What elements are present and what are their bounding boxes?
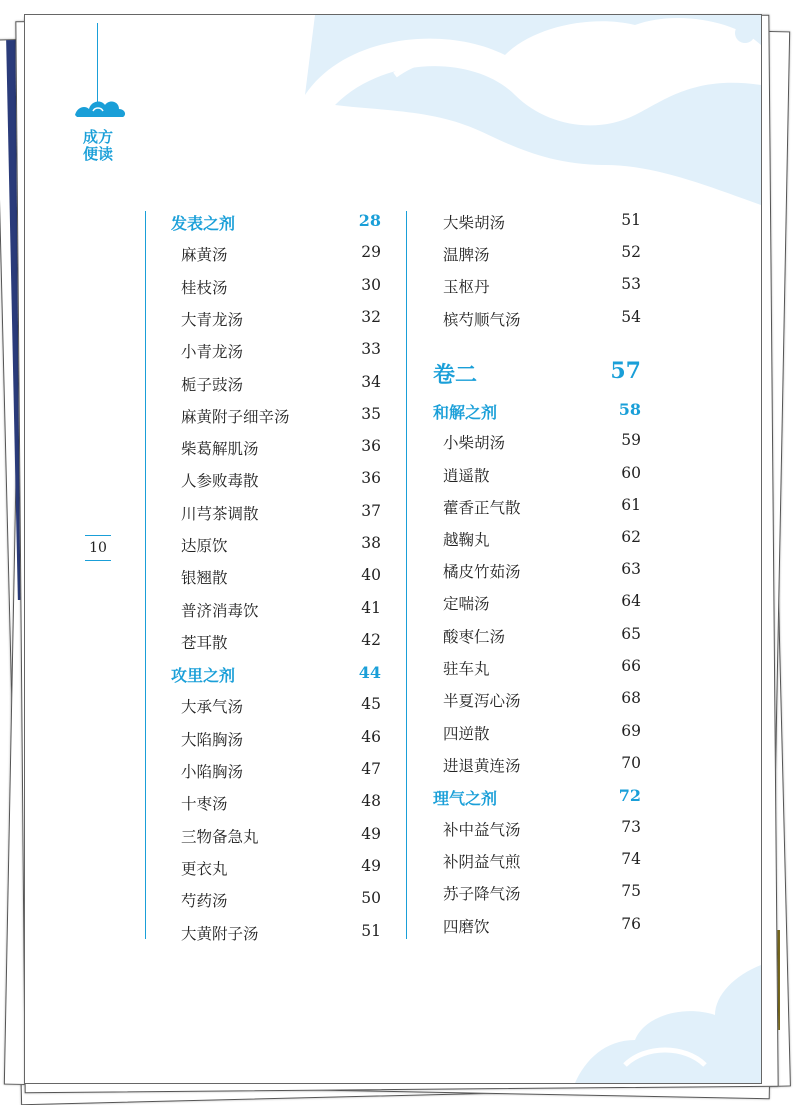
toc-title: 大承气汤: [181, 698, 244, 716]
toc-entry-row[interactable]: [433, 431, 641, 455]
toc-page-number: 28: [358, 211, 381, 230]
toc-title: 芍药汤: [181, 892, 228, 910]
toc-entry-row[interactable]: [171, 792, 381, 816]
toc-page-number: 34: [361, 373, 381, 391]
toc-entry-row[interactable]: [171, 405, 381, 429]
toc-entry-row[interactable]: [433, 625, 641, 649]
toc-page-number: 70: [621, 754, 641, 772]
toc-title: 越鞠丸: [443, 531, 490, 549]
toc-title: 普济消毒饮: [181, 602, 259, 620]
toc-page-number: 72: [618, 786, 641, 805]
toc-entry-row[interactable]: [433, 211, 641, 235]
toc-page-number: 62: [621, 528, 641, 546]
toc-entry-row[interactable]: [433, 243, 641, 267]
toc-title: 桂枝汤: [181, 279, 228, 297]
toc-page-number: 64: [621, 592, 641, 610]
toc-page-number: 53: [621, 275, 641, 293]
toc-entry-row[interactable]: [171, 469, 381, 493]
toc-entry-row[interactable]: [433, 528, 641, 552]
toc-page-number: 51: [621, 211, 641, 229]
toc-page-number: 58: [618, 400, 641, 419]
toc-title: 苏子降气汤: [443, 885, 521, 903]
toc-title: 酸枣仁汤: [443, 628, 506, 646]
toc-entry-row[interactable]: [433, 592, 641, 616]
toc-title: 攻里之剂: [171, 666, 236, 685]
toc-page-number: 41: [361, 599, 381, 617]
toc-entry-row[interactable]: [171, 276, 381, 300]
toc-entry-row[interactable]: [171, 502, 381, 526]
toc-page-number: 61: [621, 496, 641, 514]
toc-entry-row[interactable]: [433, 496, 641, 520]
toc-left-column: [171, 211, 381, 951]
toc-page-number: 35: [361, 405, 381, 423]
toc-entry-row[interactable]: [433, 915, 641, 939]
toc-entry-row[interactable]: [171, 566, 381, 590]
toc-page-number: 36: [361, 469, 381, 487]
toc-page-number: 74: [621, 850, 641, 868]
toc-title: 三物备急丸: [181, 828, 259, 846]
toc-title: 槟芍顺气汤: [443, 311, 521, 329]
toc-page-number: 52: [621, 243, 641, 261]
toc-entry-row[interactable]: [433, 657, 641, 681]
toc-entry-row[interactable]: [171, 695, 381, 719]
toc-page-number: 54: [621, 308, 641, 326]
toc-title: 小青龙汤: [181, 343, 244, 361]
toc-title: 理气之剂: [433, 789, 498, 808]
toc-page-number: 49: [361, 857, 381, 875]
toc-page-number: 49: [361, 825, 381, 843]
toc-entry-row[interactable]: [171, 599, 381, 623]
toc-title: 玉枢丹: [443, 278, 490, 296]
toc-title: 达原饮: [181, 537, 228, 555]
toc-title: 大黄附子汤: [181, 925, 259, 943]
toc-page-number: 46: [361, 728, 381, 746]
toc-title: 和解之剂: [433, 403, 498, 422]
toc-entry-row[interactable]: [171, 857, 381, 881]
toc-entry-row[interactable]: [433, 850, 641, 874]
toc-section-row[interactable]: [433, 786, 641, 810]
running-head-line: [97, 23, 98, 103]
toc-title: 驻车丸: [443, 660, 490, 678]
toc-title: 大柴胡汤: [443, 214, 506, 232]
toc-entry-row[interactable]: [433, 560, 641, 584]
toc-title: 四逆散: [443, 725, 490, 743]
toc-title: 柴葛解肌汤: [181, 440, 259, 458]
toc-page-number: 66: [621, 657, 641, 675]
right-column-rule: [406, 211, 407, 939]
toc-title: 逍遥散: [443, 467, 490, 485]
book-page: [24, 14, 762, 1084]
toc-title: 半夏泻心汤: [443, 692, 521, 710]
toc-page-number: 45: [361, 695, 381, 713]
toc-page-number: 30: [361, 276, 381, 294]
toc-page-number: 38: [361, 534, 381, 552]
toc-entry-row[interactable]: [171, 889, 381, 913]
toc-entry-row[interactable]: [433, 818, 641, 842]
toc-entry-row[interactable]: [433, 722, 641, 746]
toc-page-number: 60: [621, 464, 641, 482]
running-head: 成方便读: [83, 128, 114, 163]
toc-entry-row[interactable]: [171, 922, 381, 946]
toc-title: 温脾汤: [443, 246, 490, 264]
toc-title: 十枣汤: [181, 795, 228, 813]
toc-right-column: [433, 211, 641, 951]
toc-title: 补阴益气煎: [443, 853, 521, 871]
toc-title: 小柴胡汤: [443, 434, 506, 452]
toc-title: 橘皮竹茹汤: [443, 563, 521, 581]
toc-title: 人参败毒散: [181, 472, 259, 490]
toc-volume-row[interactable]: [433, 358, 641, 388]
toc-page-number: 32: [361, 308, 381, 326]
toc-title: 川芎茶调散: [181, 505, 259, 523]
toc-entry-row[interactable]: [433, 689, 641, 713]
toc-entry-row[interactable]: [171, 373, 381, 397]
toc-title: 发表之剂: [171, 214, 236, 233]
toc-section-row[interactable]: [171, 211, 381, 235]
toc-page-number: 40: [361, 566, 381, 584]
toc-title: 更衣丸: [181, 860, 228, 878]
toc-page-number: 44: [358, 663, 381, 682]
toc-entry-row[interactable]: [433, 275, 641, 299]
toc-page-number: 69: [621, 722, 641, 740]
page-number: 10: [89, 540, 107, 556]
toc-entry-row[interactable]: [171, 728, 381, 752]
toc-title: 定喘汤: [443, 595, 490, 613]
page-number-rule-bottom: [85, 560, 111, 561]
toc-title: 进退黄连汤: [443, 757, 521, 775]
toc-title: 大青龙汤: [181, 311, 244, 329]
toc-page-number: 50: [361, 889, 381, 907]
toc-page-number: 51: [361, 922, 381, 940]
toc-entry-row[interactable]: [433, 882, 641, 906]
toc-page-number: 75: [621, 882, 641, 900]
toc-page-number: 37: [361, 502, 381, 520]
toc-title: 麻黄汤: [181, 246, 228, 264]
toc-entry-row[interactable]: [433, 464, 641, 488]
toc-page-number: 42: [361, 631, 381, 649]
toc-title: 银翘散: [181, 569, 228, 587]
toc-page-number: 29: [361, 243, 381, 261]
toc-entry-row[interactable]: [433, 754, 641, 778]
cloud-decoration-top: [275, 15, 761, 205]
toc-page-number: 48: [361, 792, 381, 810]
toc-title: 麻黄附子细辛汤: [181, 408, 290, 426]
toc-title: 苍耳散: [181, 634, 228, 652]
toc-entry-row[interactable]: [171, 631, 381, 655]
toc-page-number: 65: [621, 625, 641, 643]
toc-entry-row[interactable]: [171, 437, 381, 461]
toc-page-number: 68: [621, 689, 641, 707]
toc-page-number: 63: [621, 560, 641, 578]
toc-page-number: 36: [361, 437, 381, 455]
toc-page-number: 59: [621, 431, 641, 449]
toc-page-number: 76: [621, 915, 641, 933]
left-column-rule: [145, 211, 146, 939]
toc-section-row[interactable]: [171, 663, 381, 687]
toc-page-number: 73: [621, 818, 641, 836]
toc-title: 四磨饮: [443, 918, 490, 936]
cloud-decoration-bottom: [565, 965, 761, 1083]
toc-entry-row[interactable]: [171, 534, 381, 558]
toc-title: 卷二: [433, 362, 478, 388]
cloud-ornament-icon: [71, 95, 127, 121]
toc-page-number: 47: [361, 760, 381, 778]
toc-entry-row[interactable]: [171, 825, 381, 849]
toc-title: 小陷胸汤: [181, 763, 244, 781]
toc-title: 栀子豉汤: [181, 376, 244, 394]
toc-entry-row[interactable]: [171, 340, 381, 364]
toc-section-row[interactable]: [433, 400, 641, 424]
toc-entry-row[interactable]: [171, 243, 381, 267]
toc-title: 大陷胸汤: [181, 731, 244, 749]
toc-page-number: 33: [361, 340, 381, 358]
toc-title: 补中益气汤: [443, 821, 521, 839]
toc-page-number: 57: [610, 358, 641, 384]
page-number-block: [85, 535, 111, 561]
toc-entry-row[interactable]: [171, 308, 381, 332]
toc-entry-row[interactable]: [433, 308, 641, 332]
toc-entry-row[interactable]: [171, 760, 381, 784]
toc-title: 藿香正气散: [443, 499, 521, 517]
